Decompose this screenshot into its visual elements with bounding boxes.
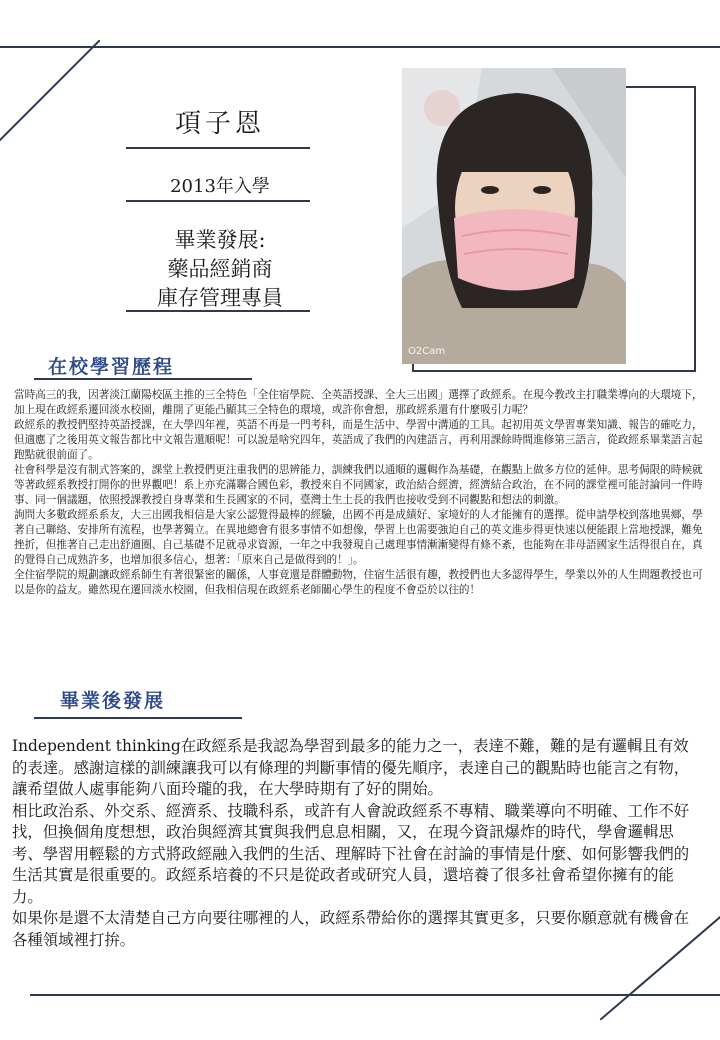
portrait-illustration: [402, 68, 626, 364]
school-paragraph-5: 全住宿學院的規劃讓政經系師生有著很緊密的關係，人事竟還是群體動物，住宿生活很有趣，教授們也大多認得學生，學業以外的人生問題教授也可以是你的益友。雖然現在遷回淡水校園，但我相信現在政經系老師關心學生的程度不會亞於以往的！: [14, 569, 703, 596]
section-title-school: 在校學習歷程: [48, 356, 175, 378]
photo-watermark: O2Cam: [408, 346, 446, 357]
student-name: 項子恩: [174, 109, 265, 139]
school-paragraph-1: 當時高三的我，因著淡江蘭陽校區主推的三全特色「全住宿學院、全英語授課、全大三出國」選擇了政經系。在現今教改主打職業導向的大環境下，加上現在政經系遷回淡水校園，離開了更能凸顯其三全特色的環境，或許你會想，那政經系還有什麼吸引力呢？: [14, 389, 703, 416]
career-paragraph-2: 相比政治系、外交系、經濟系、技職科系，或許有人會說政經系不專精、職業導向不明確、工作不好找，但換個角度想想，政治與經濟其實與我們息息相關，又，在現今資訊爆炸的時代，學會邏輯思考、學習用輕鬆的方式將政經融入我們的生活、理解時下社會在討論的事情是什麼、如何影響我們的生活其實是很重要的。政經系培養的不只是從政者或研究人員，還培養了很多社會希望你擁有的能力。: [12, 801, 690, 906]
student-photo: [402, 68, 626, 364]
corner-decoration-top-left: [0, 40, 100, 164]
career-block: [140, 226, 300, 313]
career-line-1: 藥品經銷商: [167, 257, 273, 281]
career-underline: [126, 310, 310, 312]
career-development-text: [12, 736, 692, 951]
entry-year: 2013年入學: [170, 176, 270, 197]
school-experience-text: [14, 388, 710, 598]
top-rule: [0, 46, 720, 48]
section-career-underline: [34, 717, 242, 719]
career-line-2: 庫存管理專員: [157, 286, 283, 310]
school-paragraph-4: 詢問大多數政經系系友，大三出國我相信是大家公認覺得最棒的經驗，出國不再是成績好、家境好的人才能擁有的選擇。從申請學校到落地異鄉，學著自己聯絡、安排所有流程，也學著獨立。在異地總會有很多事情不如想像，學習上也需要強迫自己的英文進步得更快速以便能跟上當地授課，難免挫折，但推著自己走出舒適圈、自己基礎不足就尋求資源，一年之中我發現自己處理事情漸漸變得有條不紊，也能夠在非母語國家生活得很自在，真的覺得自己成熟許多，也增加很多信心，想著：「原來自己是做得到的！」。: [14, 509, 703, 566]
school-paragraph-3: 社會科學是沒有制式答案的，課堂上教授們更注重我們的思辨能力，訓練我們以通順的邏輯作為基礎，在觀點上做多方位的延伸。思考侷限的時候就等著政經系教授打開你的世界觀吧！系上亦充滿聯合國色彩，教授來自不同國家，政治結合經濟，經濟結合政治，在不同的課堂裡可能討論同一件時事、同一個議題，依照授課教授自身專業和生長國家的不同，臺灣土生土長的我們也接收受到不同觀點和想法的刺激。: [14, 464, 703, 506]
career-heading: 畢業發展:: [174, 228, 266, 252]
name-underline: [126, 147, 310, 149]
career-paragraph-3: 如果你是還不太清楚自己方向要往哪裡的人，政經系帶給你的選擇其實更多，只要你願意就有機會在各種領域裡打拚。: [12, 909, 690, 949]
section-school-underline: [34, 378, 252, 380]
school-paragraph-2: 政經系的教授們堅持英語授課，在大學四年裡，英語不再是一門考科，而是生活中、學習中溝通的工具。起初用英文學習專業知識、報告的確吃力，但適應了之後用英文報告都比中文報告還順呢！可以說是啥究四年，英語成了我們的內建語言，再利用課餘時間進修第三語言，從政經系畢業語言起跑點就很前面了。: [14, 419, 703, 461]
year-underline: [126, 200, 310, 202]
section-title-career: 畢業後發展: [60, 690, 166, 712]
career-paragraph-1: Independent thinking在政經系是我認為學習到最多的能力之一，表達不難，難的是有邏輯且有效的表達。感謝這樣的訓練讓我可以有條理的判斷事情的優先順序，表達自己的觀點時也能言之有物，讓希望做人處事能夠八面玲瓏的我，在大學時期有了好的開始。: [12, 737, 690, 798]
